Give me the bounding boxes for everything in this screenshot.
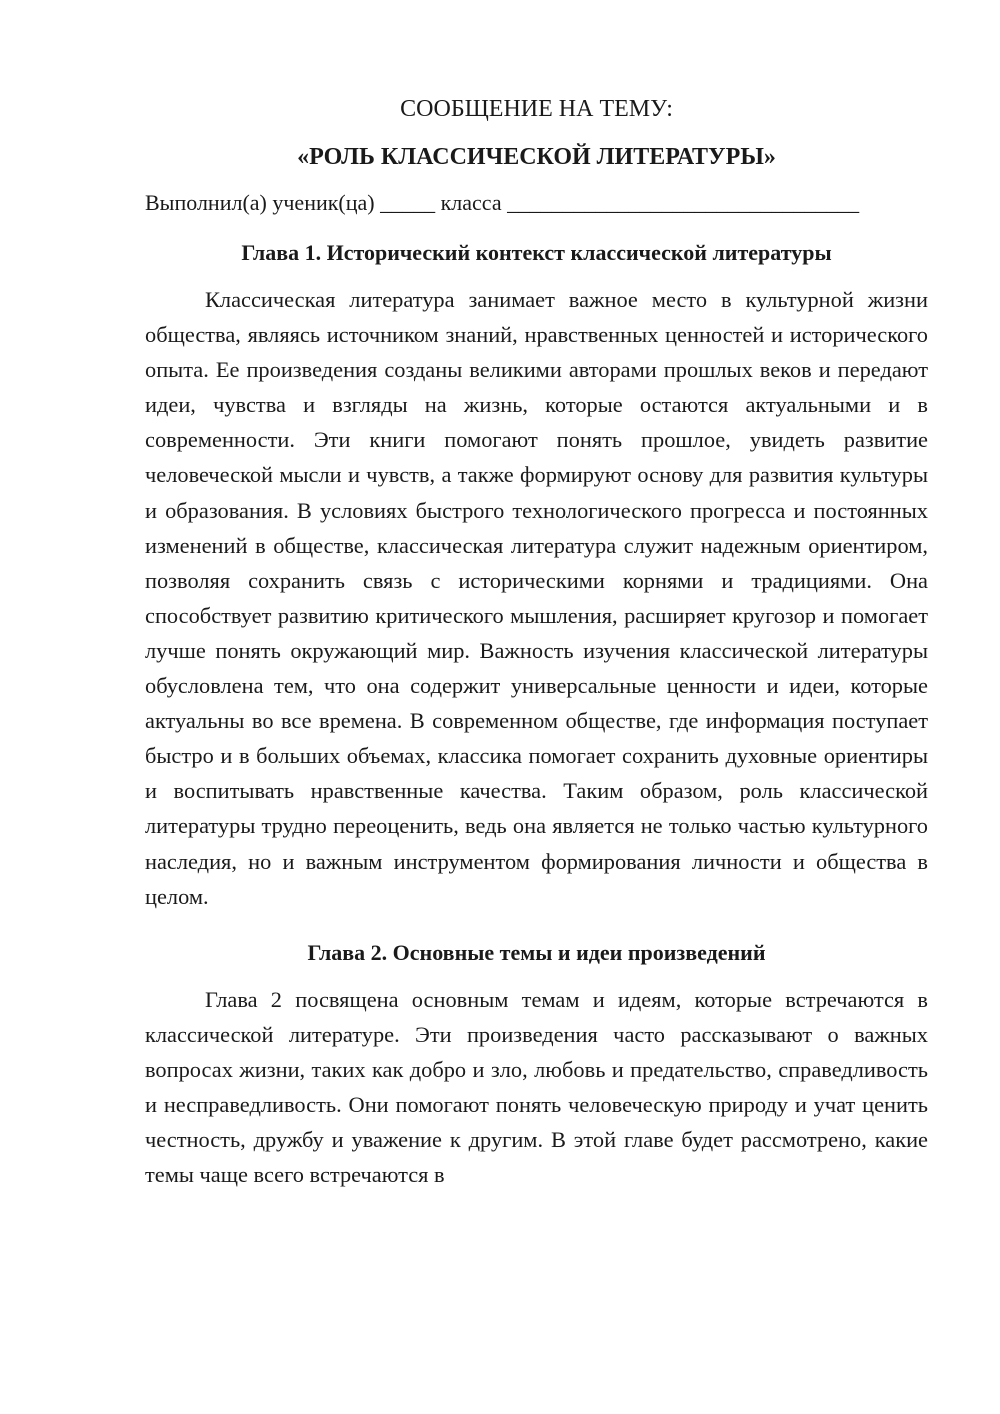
- chapter-1-paragraph: Классическая литература занимает важное место в культурной жизни общества, являясь источником знаний, нравственных ценностей и исторического опыта. Ее произведения созданы великими авторами прошлых веков и передают идеи, чувства и взгляды на жизнь, которые остаются актуальными и в современности. Эти книги помогают понять прошлое, увидеть развитие человеческой мысли и чувств, а также формируют основу для развития культуры и образования. В условиях быстрого технологического прогресса и постоянных изменений в обществе, классическая литература служит надежным ориентиром, позволяя сохранить связь с историческими корнями и традициями. Она способствует развитию критического мышления, расширяет кругозор и помогает лучше понять окружающий мир. Важность изучения классической литературы обусловлена тем, что она содержит универсальные ценности и идеи, которые актуальны во все времена. В современном обществе, где информация поступает быстро и в больших объемах, классика помогает сохранить духовные ориентиры и воспитывать нравственные качества. Таким образом, роль классической литературы трудно переоценить, ведь она является не только частью культурного наследия, но и важным инструментом формирования личности и общества в целом.: [145, 287, 928, 909]
- chapter-2-paragraph: Глава 2 посвящена основным темам и идеям, которые встречаются в классической литературе. Эти произведения часто рассказывают о важных вопросах жизни, таких как добро и зло, любовь и предательство, справедливость и несправедливость. Они помогают понять человеческую природу и учат ценить честность, дружбу и уважение к другим. В этой главе будет рассмотрено, какие темы чаще всего встречаются в: [145, 986, 928, 1188]
- chapter-2-heading: Глава 2. Основные темы и идеи произведений: [307, 939, 766, 965]
- chapter-1-heading: Глава 1. Исторический контекст классической литературы: [241, 240, 832, 265]
- document-title-line-2: «РОЛЬ КЛАССИЧЕСКОЙ ЛИТЕРАТУРЫ»: [297, 144, 776, 170]
- author-line: Выполнил(а) ученик(ца) _____ класса ________________________________: [145, 190, 860, 215]
- document-title-line-1: СООБЩЕНИЕ НА ТЕМУ:: [400, 96, 673, 122]
- document-page: [145, 92, 928, 1192]
